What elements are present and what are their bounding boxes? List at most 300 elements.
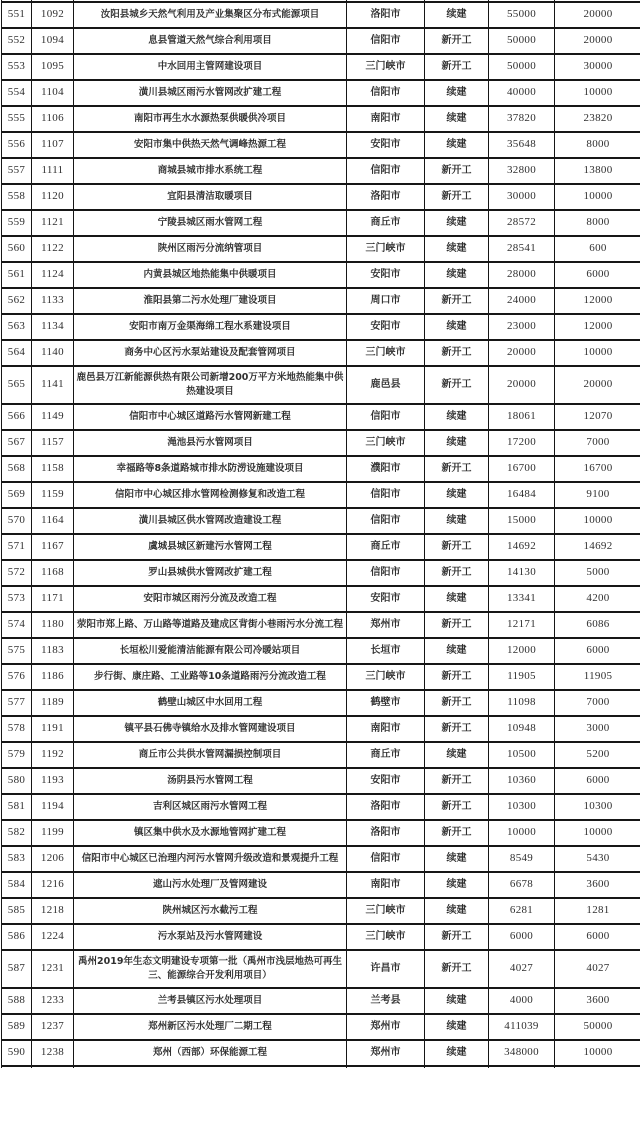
project-name-cell: 郑州新区污水处理厂二期工程 (74, 1014, 347, 1040)
amount-annual-cell: 5000 (555, 560, 640, 586)
code-cell: 1134 (32, 314, 74, 340)
amount-annual-cell: 10300 (555, 794, 640, 820)
table-row (2, 534, 640, 560)
status-cell: 新开工 (425, 54, 489, 80)
cropped-cell (425, 1066, 489, 1068)
code-cell: 1140 (32, 340, 74, 366)
status-cell: 新开工 (425, 560, 489, 586)
code-cell: 1120 (32, 184, 74, 210)
city-cell: 濮阳市 (347, 456, 425, 482)
project-name-cell: 宁陵县城区雨水管网工程 (74, 210, 347, 236)
code-cell: 1186 (32, 664, 74, 690)
project-name-cell: 商城县城市排水系统工程 (74, 158, 347, 184)
city-cell: 许昌市 (347, 950, 425, 988)
amount-annual-cell: 6000 (555, 924, 640, 950)
city-cell: 鹿邑县 (347, 366, 425, 404)
project-name-cell: 安阳市城区雨污分流及改造工程 (74, 586, 347, 612)
status-cell: 续建 (425, 430, 489, 456)
amount-annual-cell: 5430 (555, 846, 640, 872)
table-row (2, 898, 640, 924)
code-cell: 1218 (32, 898, 74, 924)
seq-cell: 569 (2, 482, 32, 508)
table-row (2, 1014, 640, 1040)
cropped-cell (347, 1066, 425, 1068)
amount-total-cell: 40000 (489, 80, 555, 106)
code-cell: 1164 (32, 508, 74, 534)
seq-cell: 585 (2, 898, 32, 924)
seq-cell: 590 (2, 1040, 32, 1066)
amount-total-cell: 6678 (489, 872, 555, 898)
city-cell: 郑州市 (347, 1040, 425, 1066)
code-cell: 1183 (32, 638, 74, 664)
status-cell: 续建 (425, 132, 489, 158)
seq-cell: 563 (2, 314, 32, 340)
status-cell: 新开工 (425, 288, 489, 314)
project-name-cell: 虞城县城区新建污水管网工程 (74, 534, 347, 560)
code-cell: 1157 (32, 430, 74, 456)
amount-annual-cell: 8000 (555, 132, 640, 158)
code-cell: 1191 (32, 716, 74, 742)
table-row (2, 106, 640, 132)
cropped-cell (74, 1066, 347, 1068)
amount-annual-cell: 13800 (555, 158, 640, 184)
code-cell: 1104 (32, 80, 74, 106)
amount-annual-cell: 20000 (555, 2, 640, 28)
amount-annual-cell: 10000 (555, 80, 640, 106)
amount-total-cell: 28572 (489, 210, 555, 236)
amount-total-cell: 10360 (489, 768, 555, 794)
amount-total-cell: 10300 (489, 794, 555, 820)
code-cell: 1206 (32, 846, 74, 872)
table-row (2, 768, 640, 794)
code-cell: 1111 (32, 158, 74, 184)
table-row (2, 456, 640, 482)
code-cell: 1193 (32, 768, 74, 794)
amount-total-cell: 10500 (489, 742, 555, 768)
seq-cell: 562 (2, 288, 32, 314)
amount-annual-cell: 5200 (555, 742, 640, 768)
seq-cell: 574 (2, 612, 32, 638)
status-cell: 续建 (425, 1014, 489, 1040)
project-name-cell: 商丘市公共供水管网漏损控制项目 (74, 742, 347, 768)
project-name-cell: 渑池县污水管网项目 (74, 430, 347, 456)
project-name-cell: 荥阳市郑上路、万山路等道路及建成区背街小巷雨污水分流工程 (74, 612, 347, 638)
status-cell: 新开工 (425, 950, 489, 988)
status-cell: 续建 (425, 2, 489, 28)
project-name-cell: 安阳市集中供热天然气调峰热源工程 (74, 132, 347, 158)
seq-cell: 567 (2, 430, 32, 456)
status-cell: 续建 (425, 236, 489, 262)
table-row (2, 430, 640, 456)
project-table (1, 0, 640, 1068)
amount-total-cell: 13341 (489, 586, 555, 612)
project-name-cell: 禹州2019年生态文明建设专项第一批（禹州市浅层地热可再生三、能源综合开发利用项目） (74, 950, 347, 988)
city-cell: 洛阳市 (347, 184, 425, 210)
table-row (2, 184, 640, 210)
amount-annual-cell: 12070 (555, 404, 640, 430)
table-row (2, 366, 640, 404)
table-row (2, 638, 640, 664)
table-row (2, 262, 640, 288)
table-row (2, 664, 640, 690)
status-cell: 续建 (425, 314, 489, 340)
seq-cell: 582 (2, 820, 32, 846)
status-cell: 新开工 (425, 612, 489, 638)
seq-cell: 570 (2, 508, 32, 534)
status-cell: 新开工 (425, 924, 489, 950)
project-name-cell: 陕州城区污水截污工程 (74, 898, 347, 924)
amount-annual-cell: 12000 (555, 314, 640, 340)
project-name-cell: 安阳市南万金渠海绵工程水系建设项目 (74, 314, 347, 340)
status-cell: 新开工 (425, 794, 489, 820)
amount-annual-cell: 20000 (555, 366, 640, 404)
code-cell: 1095 (32, 54, 74, 80)
project-name-cell: 淮阳县第二污水处理厂建设项目 (74, 288, 347, 314)
amount-total-cell: 16484 (489, 482, 555, 508)
amount-total-cell: 4027 (489, 950, 555, 988)
amount-total-cell: 15000 (489, 508, 555, 534)
seq-cell: 561 (2, 262, 32, 288)
status-cell: 新开工 (425, 820, 489, 846)
seq-cell: 589 (2, 1014, 32, 1040)
city-cell: 三门峡市 (347, 664, 425, 690)
seq-cell: 588 (2, 988, 32, 1014)
amount-annual-cell: 4200 (555, 586, 640, 612)
status-cell: 续建 (425, 508, 489, 534)
seq-cell: 564 (2, 340, 32, 366)
amount-annual-cell: 50000 (555, 1014, 640, 1040)
table-row (2, 340, 640, 366)
table-row (2, 872, 640, 898)
amount-annual-cell: 3000 (555, 716, 640, 742)
status-cell: 续建 (425, 898, 489, 924)
seq-cell: 577 (2, 690, 32, 716)
amount-total-cell: 8549 (489, 846, 555, 872)
amount-total-cell: 14130 (489, 560, 555, 586)
code-cell: 1199 (32, 820, 74, 846)
status-cell: 续建 (425, 846, 489, 872)
project-name-cell: 鹿邑县万江新能源供热有限公司新增200万平方米地热能集中供热建设项目 (74, 366, 347, 404)
status-cell: 续建 (425, 262, 489, 288)
status-cell: 续建 (425, 404, 489, 430)
code-cell: 1168 (32, 560, 74, 586)
city-cell: 三门峡市 (347, 430, 425, 456)
table-row (2, 820, 640, 846)
city-cell: 三门峡市 (347, 340, 425, 366)
amount-total-cell: 348000 (489, 1040, 555, 1066)
city-cell: 南阳市 (347, 716, 425, 742)
city-cell: 鹤壁市 (347, 690, 425, 716)
code-cell: 1237 (32, 1014, 74, 1040)
code-cell: 1171 (32, 586, 74, 612)
project-name-cell: 潢川县城区雨污水管网改扩建工程 (74, 80, 347, 106)
status-cell: 续建 (425, 482, 489, 508)
city-cell: 安阳市 (347, 262, 425, 288)
amount-annual-cell: 11905 (555, 664, 640, 690)
city-cell: 商丘市 (347, 742, 425, 768)
city-cell: 安阳市 (347, 586, 425, 612)
city-cell: 信阳市 (347, 404, 425, 430)
project-name-cell: 幸福路等8条道路城市排水防涝设施建设项目 (74, 456, 347, 482)
code-cell: 1158 (32, 456, 74, 482)
project-name-cell: 息县管道天然气综合利用项目 (74, 28, 347, 54)
table-row (2, 950, 640, 988)
city-cell: 信阳市 (347, 28, 425, 54)
status-cell: 新开工 (425, 456, 489, 482)
status-cell: 新开工 (425, 534, 489, 560)
amount-total-cell: 28000 (489, 262, 555, 288)
project-name-cell: 信阳市中心城区已治理内河污水管网升级改造和景观提升工程 (74, 846, 347, 872)
amount-total-cell: 30000 (489, 184, 555, 210)
project-name-cell: 郑州（西部）环保能源工程 (74, 1040, 347, 1066)
cropped-cell (555, 1066, 640, 1068)
table-row (2, 690, 640, 716)
status-cell: 续建 (425, 80, 489, 106)
project-name-cell: 罗山县城供水管网改扩建工程 (74, 560, 347, 586)
amount-total-cell: 12171 (489, 612, 555, 638)
amount-annual-cell: 6086 (555, 612, 640, 638)
status-cell: 新开工 (425, 768, 489, 794)
code-cell: 1121 (32, 210, 74, 236)
city-cell: 商丘市 (347, 534, 425, 560)
city-cell: 信阳市 (347, 508, 425, 534)
table-body (2, 0, 640, 1068)
code-cell: 1167 (32, 534, 74, 560)
city-cell: 洛阳市 (347, 820, 425, 846)
amount-annual-cell: 7000 (555, 430, 640, 456)
table-row (2, 1040, 640, 1066)
status-cell: 新开工 (425, 28, 489, 54)
project-name-cell: 鹤壁山城区中水回用工程 (74, 690, 347, 716)
city-cell: 三门峡市 (347, 924, 425, 950)
seq-cell: 566 (2, 404, 32, 430)
seq-cell: 573 (2, 586, 32, 612)
cropped-row-sliver (2, 1066, 640, 1068)
code-cell: 1122 (32, 236, 74, 262)
city-cell: 长垣市 (347, 638, 425, 664)
table-row (2, 28, 640, 54)
status-cell: 新开工 (425, 366, 489, 404)
amount-total-cell: 50000 (489, 28, 555, 54)
code-cell: 1149 (32, 404, 74, 430)
code-cell: 1194 (32, 794, 74, 820)
project-name-cell: 潢川县城区供水管网改造建设工程 (74, 508, 347, 534)
amount-annual-cell: 1281 (555, 898, 640, 924)
amount-annual-cell: 14692 (555, 534, 640, 560)
seq-cell: 568 (2, 456, 32, 482)
table-row (2, 508, 640, 534)
seq-cell: 579 (2, 742, 32, 768)
city-cell: 商丘市 (347, 210, 425, 236)
amount-total-cell: 6000 (489, 924, 555, 950)
amount-annual-cell: 23820 (555, 106, 640, 132)
code-cell: 1094 (32, 28, 74, 54)
table-row (2, 716, 640, 742)
city-cell: 洛阳市 (347, 794, 425, 820)
seq-cell: 558 (2, 184, 32, 210)
table-row (2, 236, 640, 262)
project-name-cell: 镇平县石佛寺镇给水及排水管网建设项目 (74, 716, 347, 742)
code-cell: 1107 (32, 132, 74, 158)
amount-annual-cell: 10000 (555, 508, 640, 534)
code-cell: 1092 (32, 2, 74, 28)
amount-annual-cell: 6000 (555, 768, 640, 794)
city-cell: 信阳市 (347, 482, 425, 508)
project-name-cell: 宜阳县清洁取暖项目 (74, 184, 347, 210)
seq-cell: 583 (2, 846, 32, 872)
amount-annual-cell: 8000 (555, 210, 640, 236)
city-cell: 南阳市 (347, 872, 425, 898)
project-name-cell: 兰考县镇区污水处理项目 (74, 988, 347, 1014)
city-cell: 安阳市 (347, 132, 425, 158)
project-name-cell: 汤阴县污水管网工程 (74, 768, 347, 794)
amount-total-cell: 11098 (489, 690, 555, 716)
status-cell: 续建 (425, 988, 489, 1014)
city-cell: 三门峡市 (347, 54, 425, 80)
amount-annual-cell: 3600 (555, 872, 640, 898)
table-row (2, 612, 640, 638)
amount-annual-cell: 30000 (555, 54, 640, 80)
table-row (2, 54, 640, 80)
status-cell: 新开工 (425, 340, 489, 366)
amount-annual-cell: 6000 (555, 638, 640, 664)
amount-total-cell: 37820 (489, 106, 555, 132)
status-cell: 新开工 (425, 158, 489, 184)
amount-annual-cell: 20000 (555, 28, 640, 54)
seq-cell: 581 (2, 794, 32, 820)
code-cell: 1141 (32, 366, 74, 404)
table-row (2, 560, 640, 586)
amount-annual-cell: 7000 (555, 690, 640, 716)
city-cell: 信阳市 (347, 80, 425, 106)
code-cell: 1192 (32, 742, 74, 768)
amount-total-cell: 4000 (489, 988, 555, 1014)
amount-annual-cell: 16700 (555, 456, 640, 482)
seq-cell: 575 (2, 638, 32, 664)
amount-total-cell: 55000 (489, 2, 555, 28)
amount-total-cell: 411039 (489, 1014, 555, 1040)
code-cell: 1180 (32, 612, 74, 638)
amount-total-cell: 16700 (489, 456, 555, 482)
city-cell: 郑州市 (347, 612, 425, 638)
city-cell: 信阳市 (347, 158, 425, 184)
amount-total-cell: 32800 (489, 158, 555, 184)
status-cell: 新开工 (425, 184, 489, 210)
table-row (2, 586, 640, 612)
amount-annual-cell: 10000 (555, 1040, 640, 1066)
amount-total-cell: 18061 (489, 404, 555, 430)
amount-annual-cell: 3600 (555, 988, 640, 1014)
amount-total-cell: 10000 (489, 820, 555, 846)
project-name-cell: 污水泵站及污水管网建设 (74, 924, 347, 950)
table-row (2, 158, 640, 184)
status-cell: 续建 (425, 106, 489, 132)
status-cell: 续建 (425, 742, 489, 768)
amount-total-cell: 14692 (489, 534, 555, 560)
seq-cell: 565 (2, 366, 32, 404)
status-cell: 新开工 (425, 716, 489, 742)
amount-total-cell: 35648 (489, 132, 555, 158)
code-cell: 1224 (32, 924, 74, 950)
table-row (2, 314, 640, 340)
project-name-cell: 镇区集中供水及水源地管网扩建工程 (74, 820, 347, 846)
amount-annual-cell: 10000 (555, 184, 640, 210)
amount-total-cell: 17200 (489, 430, 555, 456)
amount-total-cell: 12000 (489, 638, 555, 664)
seq-cell: 578 (2, 716, 32, 742)
seq-cell: 560 (2, 236, 32, 262)
amount-total-cell: 28541 (489, 236, 555, 262)
table-row (2, 2, 640, 28)
project-name-cell: 陕州区雨污分流纳管项目 (74, 236, 347, 262)
amount-total-cell: 50000 (489, 54, 555, 80)
code-cell: 1189 (32, 690, 74, 716)
code-cell: 1133 (32, 288, 74, 314)
amount-annual-cell: 10000 (555, 820, 640, 846)
amount-total-cell: 10948 (489, 716, 555, 742)
table-row (2, 742, 640, 768)
amount-total-cell: 11905 (489, 664, 555, 690)
table-row (2, 132, 640, 158)
project-name-cell: 遮山污水处理厂及管网建设 (74, 872, 347, 898)
project-name-cell: 长垣松川爱能清洁能源有限公司冷暖站项目 (74, 638, 347, 664)
city-cell: 洛阳市 (347, 2, 425, 28)
city-cell: 郑州市 (347, 1014, 425, 1040)
city-cell: 三门峡市 (347, 236, 425, 262)
table-row (2, 794, 640, 820)
project-name-cell: 内黄县城区地热能集中供暖项目 (74, 262, 347, 288)
seq-cell: 580 (2, 768, 32, 794)
seq-cell: 557 (2, 158, 32, 184)
city-cell: 信阳市 (347, 560, 425, 586)
amount-annual-cell: 10000 (555, 340, 640, 366)
seq-cell: 554 (2, 80, 32, 106)
amount-total-cell: 20000 (489, 366, 555, 404)
table-row (2, 924, 640, 950)
table-row (2, 80, 640, 106)
seq-cell: 551 (2, 2, 32, 28)
cropped-cell (489, 1066, 555, 1068)
table-row (2, 288, 640, 314)
seq-cell: 572 (2, 560, 32, 586)
project-name-cell: 商务中心区污水泵站建设及配套管网项目 (74, 340, 347, 366)
seq-cell: 571 (2, 534, 32, 560)
seq-cell: 553 (2, 54, 32, 80)
seq-cell: 576 (2, 664, 32, 690)
seq-cell: 586 (2, 924, 32, 950)
status-cell: 续建 (425, 638, 489, 664)
code-cell: 1238 (32, 1040, 74, 1066)
project-name-cell: 汝阳县城乡天然气利用及产业集聚区分布式能源项目 (74, 2, 347, 28)
city-cell: 南阳市 (347, 106, 425, 132)
project-name-cell: 信阳市中心城区排水管网检测修复和改造工程 (74, 482, 347, 508)
city-cell: 安阳市 (347, 768, 425, 794)
seq-cell: 555 (2, 106, 32, 132)
code-cell: 1233 (32, 988, 74, 1014)
amount-annual-cell: 6000 (555, 262, 640, 288)
amount-total-cell: 23000 (489, 314, 555, 340)
seq-cell: 584 (2, 872, 32, 898)
code-cell: 1231 (32, 950, 74, 988)
amount-annual-cell: 12000 (555, 288, 640, 314)
status-cell: 新开工 (425, 690, 489, 716)
code-cell: 1124 (32, 262, 74, 288)
project-name-cell: 步行街、康庄路、工业路等10条道路雨污分流改造工程 (74, 664, 347, 690)
amount-total-cell: 24000 (489, 288, 555, 314)
code-cell: 1216 (32, 872, 74, 898)
cropped-cell (32, 1066, 74, 1068)
amount-annual-cell: 600 (555, 236, 640, 262)
